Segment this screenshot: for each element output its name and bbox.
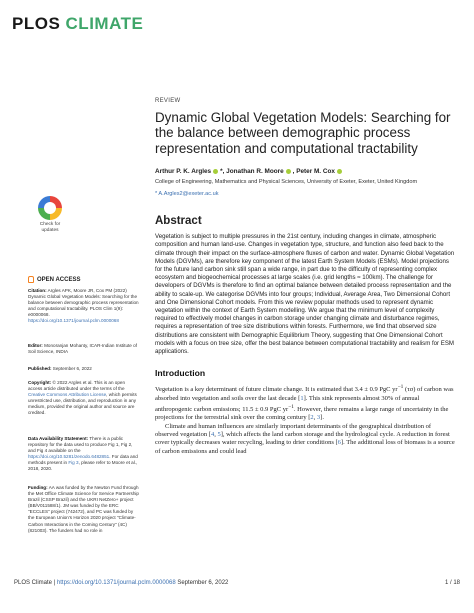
license-link[interactable]: Creative Commons Attribution License (28, 392, 107, 398)
author-moore[interactable]: *, Jonathan R. Moore (220, 168, 284, 176)
open-lock-icon (28, 276, 34, 283)
orcid-icon[interactable] (286, 169, 291, 174)
orcid-icon[interactable] (337, 169, 342, 174)
journal-logo (12, 14, 143, 34)
footer-date: September 6, 2022 (177, 580, 229, 586)
check-updates-label: Check for updates (39, 222, 61, 233)
footer-journal: PLOS Climate (14, 580, 53, 586)
fig-3-link[interactable]: Fig 3 (68, 460, 79, 466)
article-type: REVIEW (155, 98, 181, 104)
introduction-body (155, 383, 455, 456)
zenodo-link[interactable]: https://doi.org/10.5281/zenodo.6482851 (28, 454, 110, 460)
author-cox[interactable]: , Peter M. Cox (292, 168, 335, 176)
citation-ref[interactable]: 5 (217, 431, 221, 439)
corresponding-email[interactable]: * A.Argles2@exeter.ac.uk (155, 191, 219, 198)
abstract-text: Vegetation is subject to multiple pressures in the 21st century, including changes in climate, atmospheric composition and human land-use. Changes in vegetation type, structure, and function also feed back to the climate through their impact on the surface-atmosphere fluxes of carbon and water. Dynamic Global Vegetation Models (DGVMs), are therefore key component of the latest Earth System Models (ESMs). Model projections for the future land carbon sink still span a wide range, in part due to the difficulty of representing complex ecosystem and biogeochemical processes at large scales (i.e. grid lengths ≈ 100km). The challenge for developers of DGVMs is therefore to find an optimal balance between detailed process representation and the ability to scale-up. We categorise DGVMs into four groups; Individual, Average Area, Two Dimensional Cohort and One Dimensional Cohort models. From this we review popular methods used to represent dynamic vegetation within the context of Earth System modelling. We argue that the minimum level of complexity required to effectively model changes in carbon storage under changing climate and disturbance regimes, requires a representation of tree size distributions within forests. Furthermore, we find that observed size distributions are consistent with Demographic Equilibrium Theory, suggesting that One Dimensional Cohort models with a focus on tree size, offer the best balance between computational tractability and realism for ESM applications. (155, 233, 455, 356)
citation-ref[interactable]: 6 (337, 439, 341, 447)
check-for-updates-badge[interactable] (30, 196, 70, 238)
footer-doi-link[interactable]: https://doi.org/10.1371/journal.pclm.0000068 (56, 580, 176, 586)
page-number: 1 / 18 (444, 580, 460, 586)
journal-name-climate: CLIMATE (65, 14, 144, 33)
author-list (155, 168, 455, 175)
citation-ref[interactable]: 4 (210, 431, 215, 439)
intro-paragraph-2: Climate and human influences are similarly important determinants of the geographical distribution of observed vegetation [4, 5], which affects the land carbon storage and the hydrological cycle. A reduction in forest cover typically decreases water recycling, leading to drier conditions [6]. The additional loss of biomass is a source of carbon emissions and could lead (155, 422, 455, 455)
published-block: Published: September 6, 2022 (28, 366, 92, 371)
affiliation: College of Engineering, Mathematics and Physical Sciences, University of Exeter, Exeter, United Kingdom (155, 179, 418, 186)
editor-block: Editor: Monoranjan Mohanty, ICAR-Indian Institute of Soil Science, INDIA (28, 343, 137, 355)
citation-ref[interactable]: 3 (316, 414, 321, 422)
introduction-heading: Introduction (155, 368, 206, 379)
page-footer: PLOS Climate | https://doi.org/10.1371/journal.pclm.0000068 September 6, 2022 (14, 580, 229, 586)
orcid-icon[interactable] (213, 169, 218, 174)
funding-block: Funding: AA was funded by the Newton Fund through the Met Office Climate Science for Service Partnership Brazil (CSSP Brazil) and the UKRI NetZero+ project (BB/V011588/1). JM was funded by the ERC "ECCLES" project (742472), and PC was funded by the European Union's Horizon 2020 project "Climate-Carbon Interactions in the Coming Century" (4C) (821003). The funders had no role in (28, 485, 139, 533)
abstract-heading: Abstract (155, 215, 202, 228)
citation-doi-link[interactable]: https://doi.org/10.1371/journal.pclm.0000068 (28, 318, 119, 324)
citation-block: Citation: Argles APK, Moore JR, Cox PM (2022) Dynamic Global Vegetation Models: Searching for the balance between demographic process representation and computational tractability. PLOS Clim 1(9): e0000068. https://doi.org/10.1371/journal.pclm.0000068 (28, 288, 139, 324)
article-title: Dynamic Global Vegetation Models: Searching for the balance between demographic process representation and computational tractability (155, 110, 451, 156)
author-argles[interactable]: Arthur P. K. Argles (155, 168, 212, 176)
journal-name-plos: PLOS (12, 14, 61, 33)
copyright-block: Copyright: © 2022 Argles et al. This is an open access article distributed under the terms of the Creative Commons Attribution License, which permits unrestricted use, distribution, and reproduction in any medium, provided the original author and source are credited. (28, 380, 137, 416)
crossmark-icon (38, 196, 62, 220)
citation-ref[interactable]: 1 (300, 394, 304, 402)
intro-paragraph-1: Vegetation is a key determinant of future climate change. It is estimated that 3.4 ± 0.9 PgC $yr^{-1}$ (τσ) of carbon was absorbed into vegetation and soils over the last decade [1]. This sink represents almost 30% of annual anthropogenic carbon emissions; 11.5 ± 0.9 PgC $yr^{-1}$. However, there remains a large range of uncertainty in the projections for the terrestrial sink over the coming century [2, 3]. (155, 384, 454, 422)
citation-ref[interactable]: 2 (310, 414, 314, 422)
data-availability-block: Data Availability Statement: There is a public repository for the data used to produce Fig 1, Fig 2, and Fig 4 available on the https://doi.org/10.5281/zenodo.6482851. For data and methods present in Fig 3, please refer to Moore et al., 2018, 2020. (28, 436, 138, 472)
article-main (155, 98, 455, 456)
open-access-label: OPEN ACCESS (28, 276, 80, 283)
